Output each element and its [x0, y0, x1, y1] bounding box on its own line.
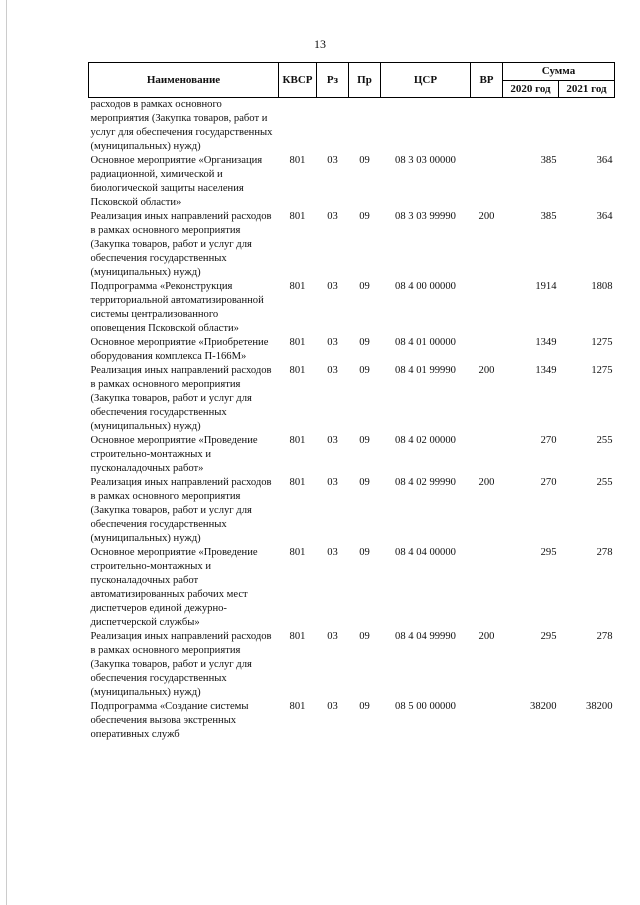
cell-name: Реализация иных направлений расходов в рамках основного мероприятия (Закупка товаров, работ и услуг для обеспечения государственных (муниципальных) нужд) [90, 365, 272, 432]
cell-csr: 08 4 02 99990 [395, 477, 456, 488]
cell-sum-2020 [503, 98, 559, 155]
cell-vr [471, 336, 503, 364]
cell-kvsr: 801 [289, 365, 306, 376]
table-row [89, 630, 615, 700]
cell-rz: 03 [327, 631, 338, 642]
header-name: Наименование [89, 63, 279, 98]
cell-sum-2021: 278 [596, 547, 613, 558]
cell-csr: 08 4 04 00000 [395, 547, 456, 558]
header-vr: ВР [471, 63, 503, 98]
cell-name: расходов в рамках основного мероприятия (Закупка товаров, работ и услуг для обеспечения государственных (муниципальных) нужд) [90, 99, 273, 152]
cell-kvsr: 801 [289, 155, 306, 166]
header-sum: Сумма [503, 63, 615, 81]
table-row [89, 434, 615, 476]
table-row [89, 546, 615, 630]
cell-sum-2020: 270 [540, 435, 557, 446]
cell-name: Подпрограмма «Реконструкция территориальной автоматизированной системы централизованного оповещения Псковской области» [90, 281, 264, 334]
header-kvsr: КВСР [279, 63, 317, 98]
cell-sum-2021 [559, 98, 615, 155]
cell-vr: 200 [478, 211, 495, 222]
cell-sum-2021: 38200 [586, 701, 613, 712]
cell-sum-2021: 255 [596, 477, 613, 488]
cell-sum-2020: 38200 [530, 701, 557, 712]
cell-pr: 09 [359, 337, 370, 348]
cell-rz: 03 [327, 477, 338, 488]
cell-sum-2020: 385 [540, 155, 557, 166]
cell-rz: 03 [327, 701, 338, 712]
cell-pr: 09 [359, 477, 370, 488]
cell-csr: 08 4 04 99990 [395, 631, 456, 642]
cell-sum-2021: 255 [596, 435, 613, 446]
table-body [89, 98, 615, 743]
cell-rz: 03 [327, 211, 338, 222]
cell-name: Реализация иных направлений расходов в рамках основного мероприятия (Закупка товаров, работ и услуг для обеспечения государственных (муниципальных) нужд) [90, 631, 272, 698]
cell-sum-2020: 295 [540, 547, 557, 558]
cell-kvsr: 801 [289, 631, 306, 642]
cell-rz: 03 [327, 547, 338, 558]
cell-pr: 09 [359, 281, 370, 292]
cell-vr [471, 700, 503, 742]
header-rz: Рз [317, 63, 349, 98]
table-row [89, 280, 615, 336]
cell-rz: 03 [327, 281, 338, 292]
cell-kvsr: 801 [289, 281, 306, 292]
cell-pr: 09 [359, 211, 370, 222]
table-row [89, 154, 615, 210]
header-2020: 2020 год [503, 80, 559, 98]
header-2021: 2021 год [559, 80, 615, 98]
table-header [89, 63, 615, 98]
cell-name: Подпрограмма «Создание системы обеспечения вызова экстренных оперативных служб [90, 701, 249, 740]
cell-csr [381, 98, 471, 155]
cell-sum-2021: 364 [596, 211, 613, 222]
cell-csr: 08 3 03 00000 [395, 155, 456, 166]
scan-edge-line [6, 0, 7, 905]
cell-rz [317, 98, 349, 155]
cell-kvsr: 801 [289, 337, 306, 348]
table-row [89, 210, 615, 280]
cell-vr: 200 [478, 631, 495, 642]
cell-rz: 03 [327, 155, 338, 166]
cell-vr [471, 154, 503, 210]
table-row [89, 364, 615, 434]
cell-vr: 200 [478, 365, 495, 376]
cell-csr: 08 3 03 99990 [395, 211, 456, 222]
cell-pr: 09 [359, 435, 370, 446]
cell-sum-2020: 1349 [535, 337, 557, 348]
cell-kvsr: 801 [289, 435, 306, 446]
cell-name: Основное мероприятие «Проведение строительно-монтажных и пусконаладочных работ» [90, 435, 258, 474]
budget-table [88, 62, 615, 742]
cell-sum-2021: 1275 [591, 337, 613, 348]
table-row [89, 98, 615, 155]
cell-pr: 09 [359, 701, 370, 712]
cell-pr: 09 [359, 631, 370, 642]
cell-vr [471, 434, 503, 476]
cell-csr: 08 5 00 00000 [395, 701, 456, 712]
cell-csr: 08 4 01 00000 [395, 337, 456, 348]
cell-rz: 03 [327, 365, 338, 376]
page-number: 13 [314, 37, 326, 51]
cell-vr: 200 [478, 477, 495, 488]
cell-pr: 09 [359, 547, 370, 558]
cell-name: Основное мероприятие «Организация радиационной, химической и биологической защиты населения Псковской области» [90, 155, 263, 208]
cell-pr [349, 98, 381, 155]
cell-pr: 09 [359, 155, 370, 166]
cell-sum-2021: 278 [596, 631, 613, 642]
cell-vr [471, 280, 503, 336]
cell-sum-2020: 270 [540, 477, 557, 488]
header-pr: Пр [349, 63, 381, 98]
table-row [89, 700, 615, 742]
cell-csr: 08 4 00 00000 [395, 281, 456, 292]
header-csr: ЦСР [381, 63, 471, 98]
cell-name: Реализация иных направлений расходов в рамках основного мероприятия (Закупка товаров, работ и услуг для обеспечения государственных (муниципальных) нужд) [90, 211, 272, 278]
cell-kvsr [279, 98, 317, 155]
cell-sum-2021: 1808 [591, 281, 613, 292]
cell-name: Основное мероприятие «Проведение строительно-монтажных и пусконаладочных работ автоматизированных рабочих мест диспетчеров единой дежурно-диспетчерской службы» [90, 547, 258, 628]
cell-pr: 09 [359, 365, 370, 376]
cell-sum-2021: 1275 [591, 365, 613, 376]
cell-kvsr: 801 [289, 547, 306, 558]
cell-name: Реализация иных направлений расходов в рамках основного мероприятия (Закупка товаров, работ и услуг для обеспечения государственных (муниципальных) нужд) [90, 477, 272, 544]
table-row [89, 336, 615, 364]
cell-vr [471, 98, 503, 155]
cell-kvsr: 801 [289, 211, 306, 222]
cell-name: Основное мероприятие «Приобретение оборудования комплекса П-166М» [90, 337, 269, 362]
cell-vr [471, 546, 503, 630]
cell-rz: 03 [327, 435, 338, 446]
cell-sum-2020: 385 [540, 211, 557, 222]
table-row [89, 476, 615, 546]
cell-kvsr: 801 [289, 477, 306, 488]
cell-sum-2020: 1914 [535, 281, 557, 292]
cell-sum-2021: 364 [596, 155, 613, 166]
cell-sum-2020: 1349 [535, 365, 557, 376]
cell-rz: 03 [327, 337, 338, 348]
cell-csr: 08 4 01 99990 [395, 365, 456, 376]
cell-csr: 08 4 02 00000 [395, 435, 456, 446]
cell-sum-2020: 295 [540, 631, 557, 642]
cell-kvsr: 801 [289, 701, 306, 712]
